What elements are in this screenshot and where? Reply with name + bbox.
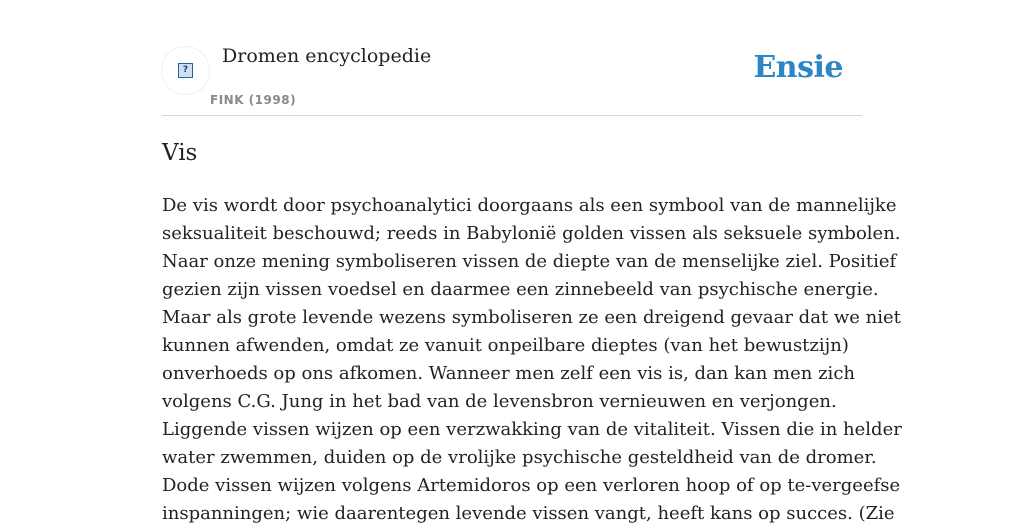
body-line: Dode vissen wijzen volgens Artemidoros op een verloren hoop of op te-vergeefse: [162, 475, 901, 496]
source-author: FINK (1998): [210, 93, 297, 107]
question-book-icon: ?: [178, 63, 193, 78]
body-line: gezien zijn vissen voedsel en daarmee een zinnebeeld van psychische energie.: [162, 279, 879, 300]
body-line: inspanningen; wie daarentegen levende vissen vangt, heeft kans op succes. (Zie: [162, 503, 895, 524]
entry-card: [162, 0, 902, 524]
brand-logo[interactable]: Ensie: [753, 50, 843, 85]
source-header: [162, 0, 862, 116]
body-line: onverhoeds op ons afkomen. Wanneer men zelf een vis is, dan kan men zich: [162, 363, 855, 384]
entry-title: Vis: [162, 140, 198, 166]
body-line: volgens C.G. Jung in het bad van de levensbron vernieuwen en verjongen.: [162, 391, 837, 412]
body-line: seksualiteit beschouwd; reeds in Babylonië golden vissen als seksuele symbolen.: [162, 223, 901, 244]
body-line: Naar onze mening symboliseren vissen de diepte van de menselijke ziel. Positief: [162, 251, 897, 272]
body-line: kunnen afwenden, omdat ze vanuit onpeilbare dieptes (van het bewustzijn): [162, 335, 849, 356]
body-line: Maar als grote levende wezens symboliseren ze een dreigend gevaar dat we niet: [162, 307, 901, 328]
source-title[interactable]: Dromen encyclopedie: [222, 45, 432, 67]
entry-body: [162, 192, 902, 528]
body-line: Liggende vissen wijzen op een verzwakking van de vitaliteit. Vissen die in helder: [162, 419, 902, 440]
body-line: De vis wordt door psychoanalytici doorgaans als een symbool van de mannelijke: [162, 195, 897, 216]
body-line: water zwemmen, duiden op de vrolijke psychische gesteldheid van de dromer.: [162, 447, 877, 468]
source-avatar[interactable]: [162, 47, 209, 94]
